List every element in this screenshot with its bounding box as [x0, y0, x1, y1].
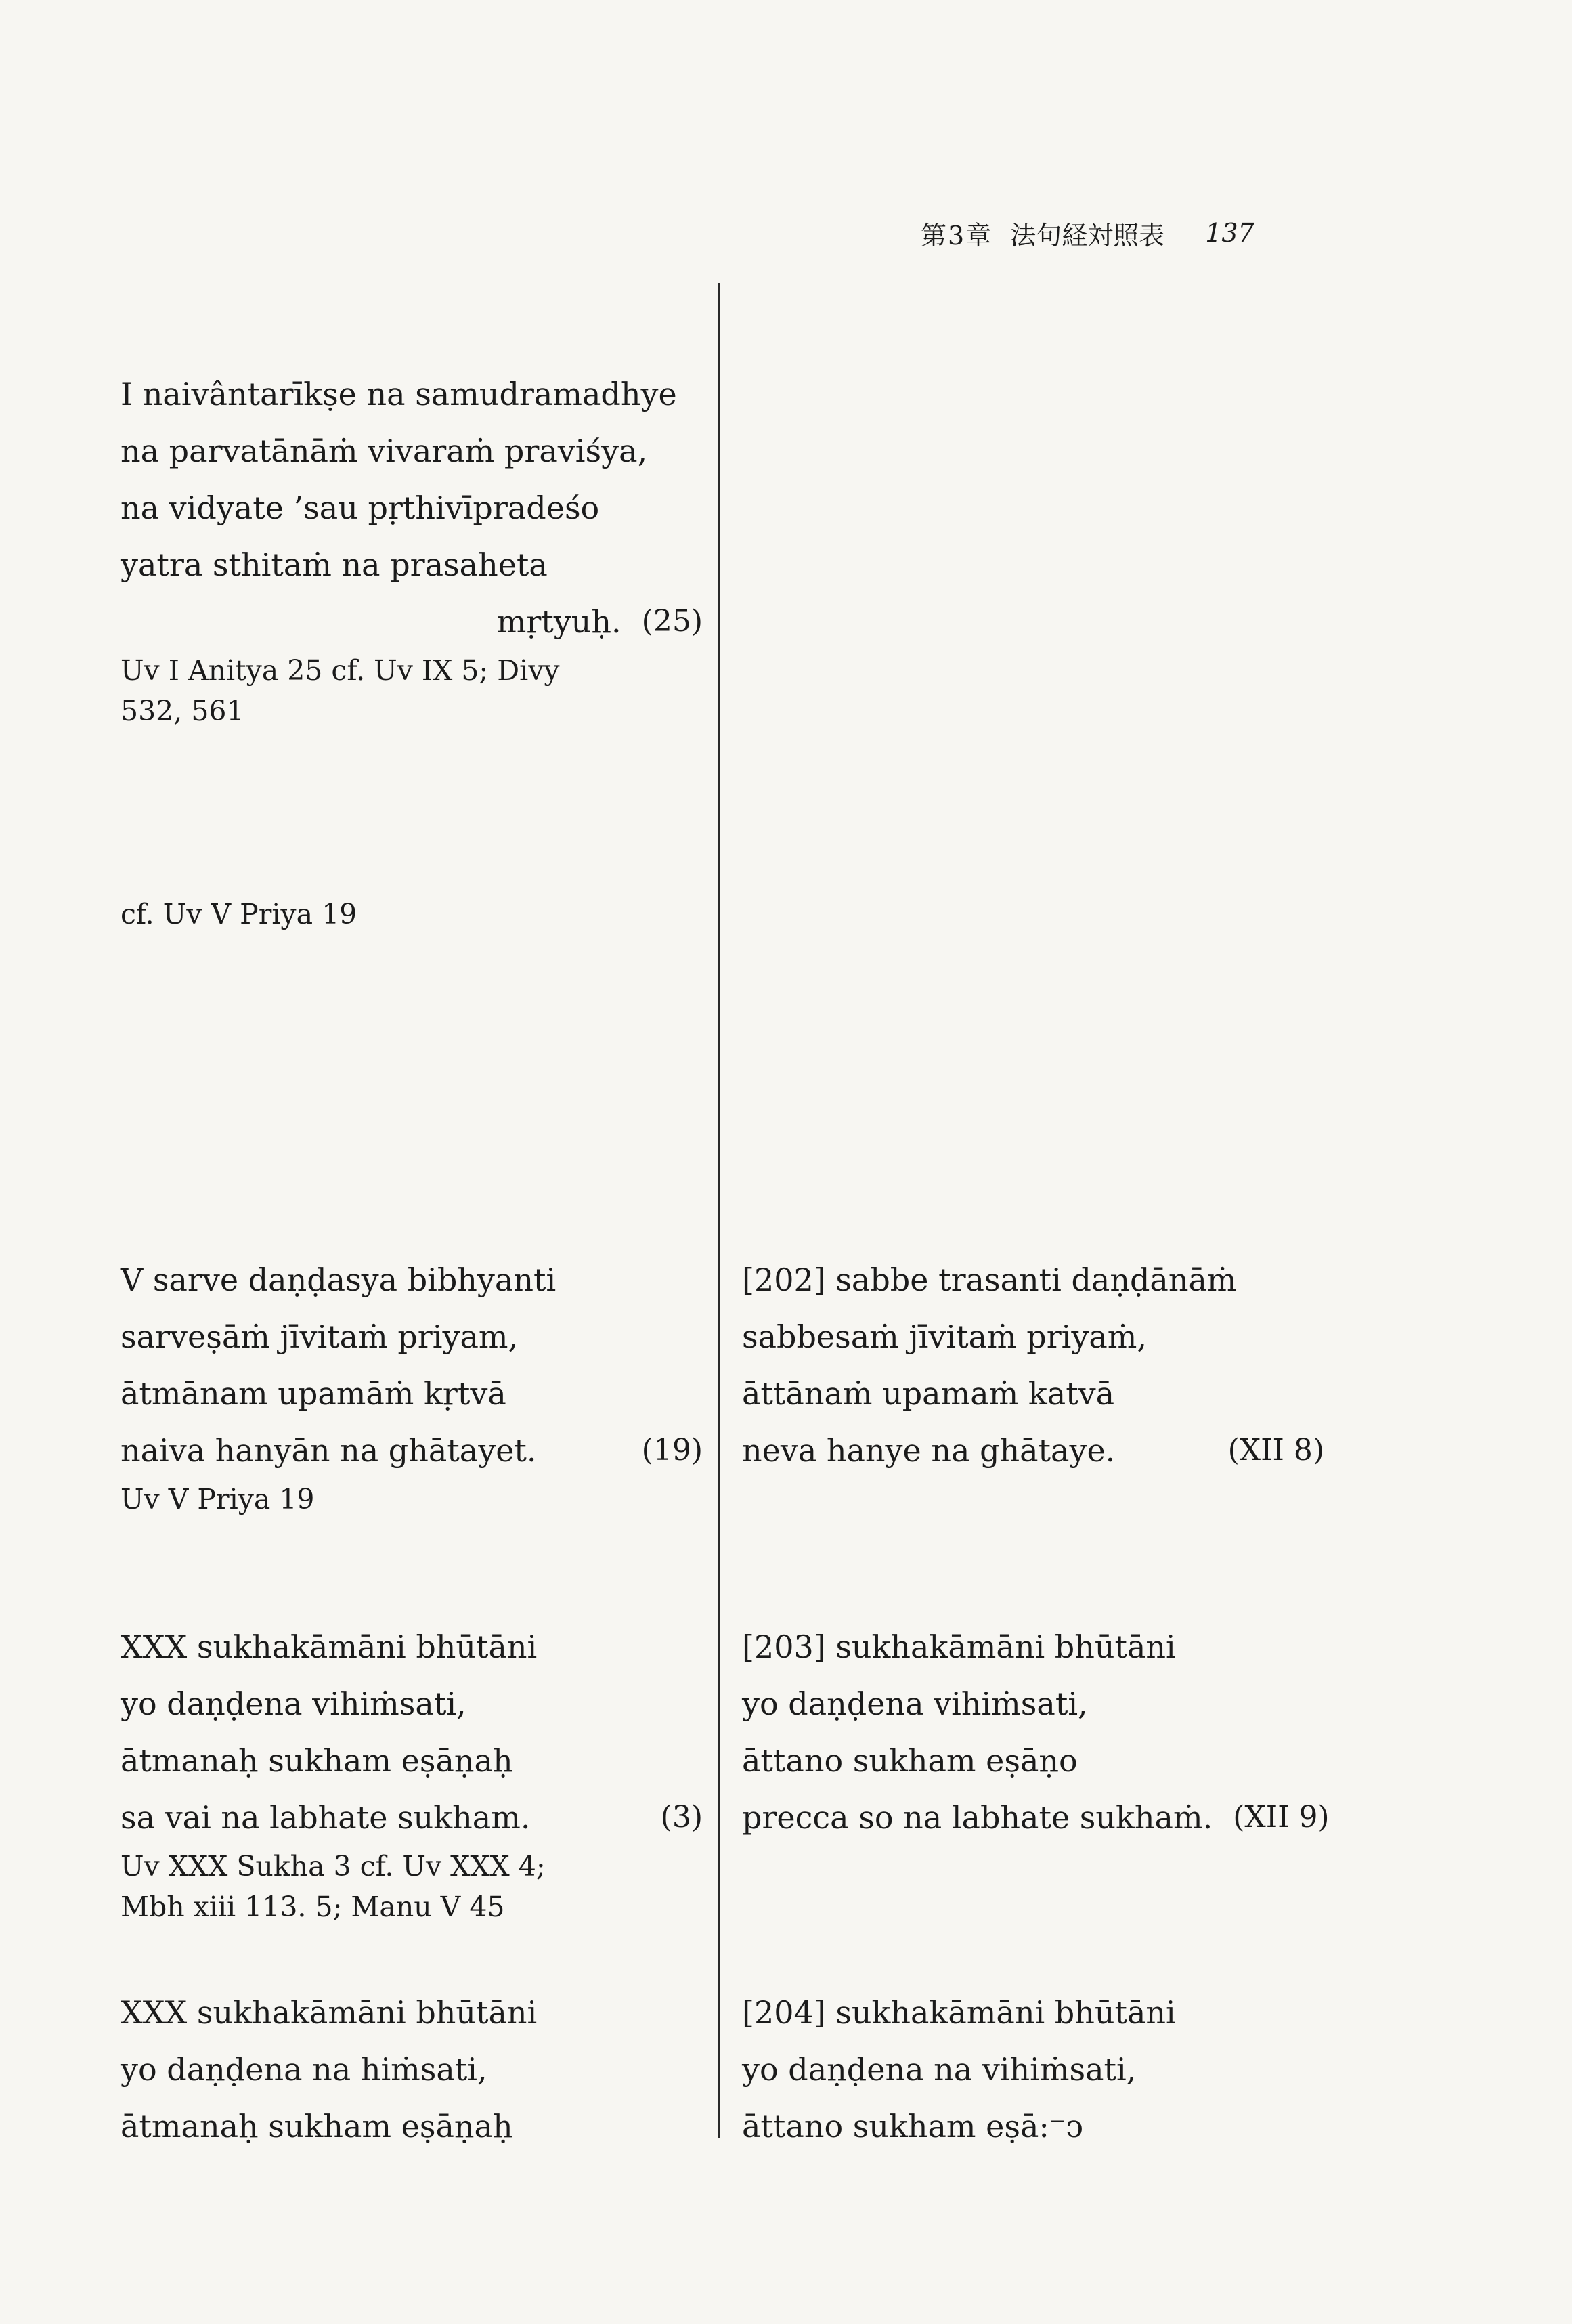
- verse-text: precca so na labhate sukhaṁ.: [742, 1799, 1213, 1836]
- verse-line: sarveṣāṁ jīvitaṁ priyam,: [121, 1318, 519, 1355]
- verse-line: sabbesaṁ jīvitaṁ priyaṁ,: [742, 1318, 1148, 1355]
- verse-text: neva hanye na ghātaye.: [742, 1432, 1116, 1469]
- verse-line: yo daṇḍena vihiṁsati,: [121, 1685, 466, 1722]
- reference-line: cf. Uv V Priya 19: [121, 898, 357, 930]
- reference-line: Uv XXX Sukha 3 cf. Uv XXX 4;: [121, 1850, 546, 1882]
- verse-line: XXX sukhakāmāni bhūtāni: [121, 1629, 538, 1665]
- verse-line: āttānaṁ upamaṁ katvā: [742, 1375, 1115, 1412]
- verse-line-last: [121, 1422, 703, 1479]
- right-verse-204: [742, 1984, 1324, 2155]
- reference-line: Uv I Anitya 25 cf. Uv IX 5; Divy: [121, 654, 560, 687]
- left-verse-3: [121, 1618, 703, 1927]
- verse-text: sa vai na labhate sukham.: [121, 1799, 531, 1836]
- verse-line: ātmanaḥ sukham eṣāṇaḥ: [121, 1742, 513, 1779]
- verse-line: V sarve daṇḍasya bibhyanti: [121, 1262, 556, 1298]
- verse-number: (25): [641, 604, 703, 639]
- verse-text: mṛtyuḥ.: [496, 603, 621, 640]
- left-verse-25: [121, 366, 703, 731]
- verse-line-last: [742, 1422, 1324, 1479]
- left-verse-xxx-2: [121, 1984, 703, 2155]
- right-verse-202: [742, 1251, 1324, 1479]
- left-cf-reference: [121, 894, 703, 934]
- verse-number: (3): [660, 1800, 703, 1834]
- verse-line: ātmanaḥ sukham eṣāṇaḥ: [121, 2108, 513, 2145]
- verse-line: yatra sthitaṁ na prasaheta: [121, 546, 548, 583]
- verse-line: āttano sukham eṣāṇo: [742, 1742, 1078, 1779]
- verse-number: (XII 9): [1233, 1800, 1330, 1834]
- verse-line: na vidyate ’sau pṛthivīpradeśo: [121, 490, 600, 526]
- right-verse-203: [742, 1618, 1330, 1846]
- verse-line: [203] sukhakāmāni bhūtāni: [742, 1629, 1176, 1665]
- verse-text: naiva hanyān na ghātayet.: [121, 1432, 537, 1469]
- verse-line: āttano sukham eṣā:⁻ↄ: [742, 2108, 1083, 2145]
- verse-line-last: [742, 1789, 1330, 1846]
- verse-line: na parvatānāṁ vivaraṁ praviśya,: [121, 433, 648, 469]
- running-header: [921, 215, 1286, 251]
- reference-line: Uv V Priya 19: [121, 1483, 315, 1515]
- chapter-label: 第3章: [921, 220, 993, 251]
- verse-line: ātmānam upamāṁ kṛtvā: [121, 1375, 506, 1412]
- chapter-title: 法句経対照表: [1010, 220, 1165, 251]
- verse-line: [202] sabbe trasanti daṇḍānāṁ: [742, 1262, 1237, 1298]
- page-number: 137: [1205, 218, 1254, 248]
- verse-number: (19): [641, 1433, 703, 1467]
- verse-number: (XII 8): [1227, 1433, 1324, 1467]
- verse-line-last: [121, 593, 703, 650]
- verse-line: yo daṇḍena vihiṁsati,: [742, 1685, 1088, 1722]
- reference-line: Mbh xiii 113. 5; Manu V 45: [121, 1891, 505, 1923]
- column-divider: [718, 283, 720, 2138]
- reference-line: 532, 561: [121, 695, 244, 727]
- verse-line: yo daṇḍena na vihiṁsati,: [742, 2051, 1137, 2088]
- left-verse-19: [121, 1251, 703, 1520]
- verse-line: [204] sukhakāmāni bhūtāni: [742, 1994, 1176, 2031]
- verse-line: XXX sukhakāmāni bhūtāni: [121, 1994, 538, 2031]
- verse-line-last: [121, 1789, 703, 1846]
- verse-line: I naivântarīkṣe na samudramadhye: [121, 376, 677, 412]
- verse-line: yo daṇḍena na hiṁsati,: [121, 2051, 487, 2088]
